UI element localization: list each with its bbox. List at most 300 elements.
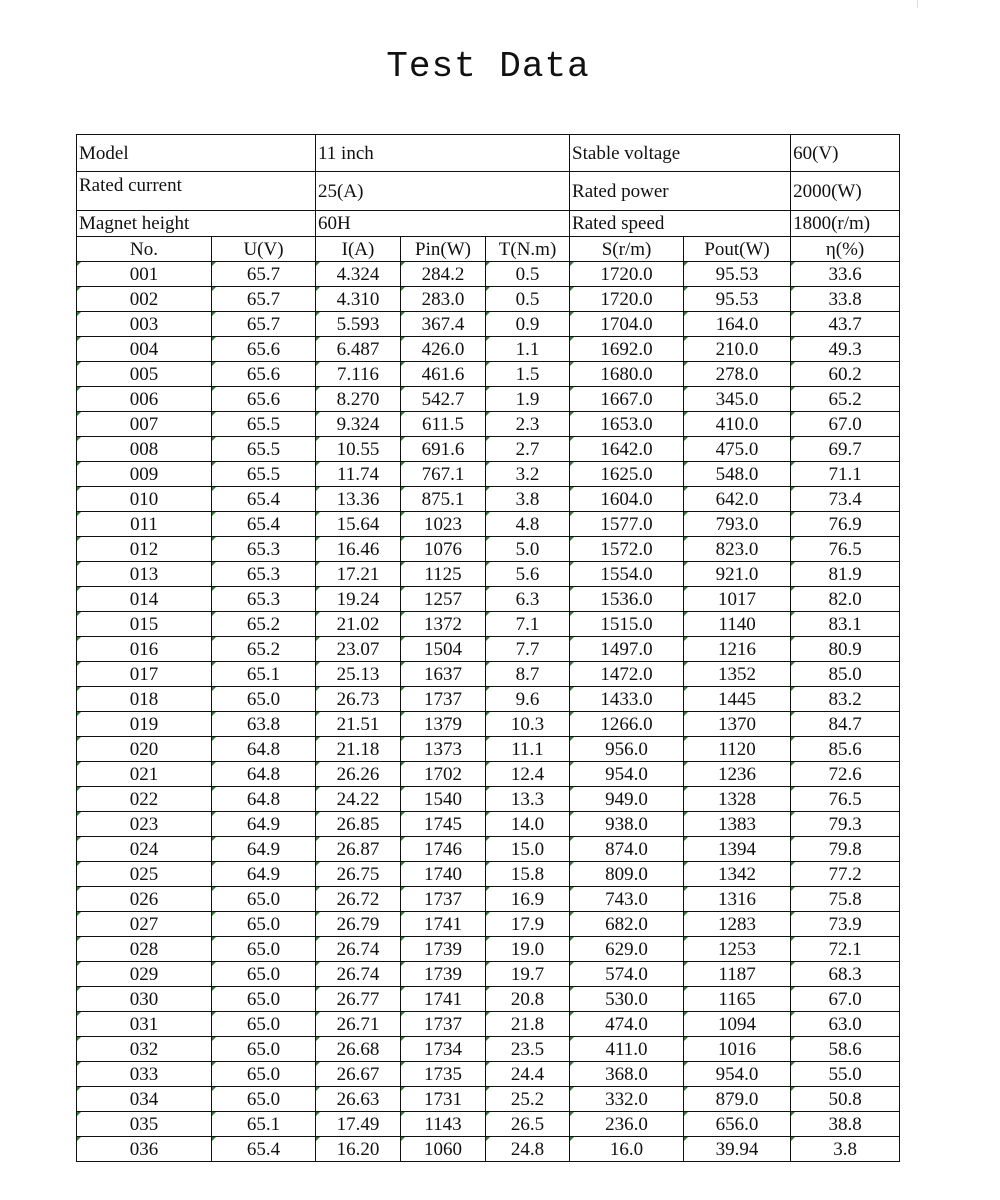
info-value: 11 inch: [316, 135, 570, 172]
table-row: [77, 1037, 900, 1062]
table-row: [77, 262, 900, 287]
table-row: [77, 362, 900, 387]
table-cell: 1379: [401, 712, 486, 737]
table-cell: 3.8: [486, 487, 570, 512]
table-cell: 1372: [401, 612, 486, 637]
table-cell: 17.21: [316, 562, 401, 587]
table-cell: 1739: [401, 937, 486, 962]
table-cell: 1017: [684, 587, 791, 612]
table-cell: 1125: [401, 562, 486, 587]
table-cell: 530.0: [570, 987, 684, 1012]
table-cell: 033: [77, 1062, 212, 1087]
table-cell: 1283: [684, 912, 791, 937]
table-cell: 031: [77, 1012, 212, 1037]
table-row: [77, 537, 900, 562]
table-cell: 24.8: [486, 1137, 570, 1162]
table-cell: 33.8: [791, 287, 900, 312]
table-cell: 25.13: [316, 662, 401, 687]
table-cell: 76.9: [791, 512, 900, 537]
table-cell: 656.0: [684, 1112, 791, 1137]
info-row-magnet-height: [77, 211, 900, 237]
page-title: Test Data: [386, 46, 590, 87]
table-row: [77, 1012, 900, 1037]
table-row: [77, 812, 900, 837]
table-cell: 65.6: [212, 337, 316, 362]
table-cell: 26.5: [486, 1112, 570, 1137]
table-cell: 767.1: [401, 462, 486, 487]
table-cell: 1094: [684, 1012, 791, 1037]
column-header: Pout(W): [684, 237, 791, 262]
table-cell: 003: [77, 312, 212, 337]
table-cell: 020: [77, 737, 212, 762]
table-cell: 95.53: [684, 262, 791, 287]
table-cell: 1720.0: [570, 287, 684, 312]
table-cell: 3.2: [486, 462, 570, 487]
table-cell: 65.5: [212, 462, 316, 487]
column-header: U(V): [212, 237, 316, 262]
column-header: T(N.m): [486, 237, 570, 262]
table-cell: 65.0: [212, 937, 316, 962]
table-cell: 26.87: [316, 837, 401, 862]
table-cell: 1637: [401, 662, 486, 687]
table-cell: 8.7: [486, 662, 570, 687]
table-cell: 60.2: [791, 362, 900, 387]
table-row: [77, 912, 900, 937]
table-cell: 19.7: [486, 962, 570, 987]
table-cell: 332.0: [570, 1087, 684, 1112]
table-cell: 71.1: [791, 462, 900, 487]
table-cell: 879.0: [684, 1087, 791, 1112]
table-cell: 85.6: [791, 737, 900, 762]
table-cell: 1625.0: [570, 462, 684, 487]
table-cell: 010: [77, 487, 212, 512]
table-cell: 65.6: [212, 387, 316, 412]
column-header: I(A): [316, 237, 401, 262]
table-cell: 028: [77, 937, 212, 962]
table-cell: 1653.0: [570, 412, 684, 437]
table-cell: 1060: [401, 1137, 486, 1162]
table-cell: 65.0: [212, 1087, 316, 1112]
table-cell: 12.4: [486, 762, 570, 787]
info-value: 2000(W): [791, 172, 900, 211]
table-cell: 23.5: [486, 1037, 570, 1062]
table-cell: 65.5: [212, 412, 316, 437]
table-cell: 1394: [684, 837, 791, 862]
table-row: [77, 312, 900, 337]
table-cell: 64.9: [212, 837, 316, 862]
table-cell: 956.0: [570, 737, 684, 762]
table-cell: 15.8: [486, 862, 570, 887]
table-cell: 017: [77, 662, 212, 687]
table-cell: 5.593: [316, 312, 401, 337]
table-row: [77, 987, 900, 1012]
info-label: Model: [77, 135, 316, 172]
table-cell: 1016: [684, 1037, 791, 1062]
table-cell: 64.8: [212, 762, 316, 787]
table-cell: 65.3: [212, 562, 316, 587]
info-label: Rated speed: [570, 211, 791, 237]
table-row: [77, 287, 900, 312]
table-cell: 67.0: [791, 412, 900, 437]
table-cell: 1737: [401, 887, 486, 912]
table-row: [77, 562, 900, 587]
table-cell: 1737: [401, 1012, 486, 1037]
column-header: η(%): [791, 237, 900, 262]
table-cell: 1236: [684, 762, 791, 787]
table-cell: 19.0: [486, 937, 570, 962]
table-cell: 283.0: [401, 287, 486, 312]
table-cell: 1739: [401, 962, 486, 987]
table-cell: 1642.0: [570, 437, 684, 462]
table-row: [77, 662, 900, 687]
table-cell: 26.75: [316, 862, 401, 887]
table-cell: 1745: [401, 812, 486, 837]
table-row: [77, 512, 900, 537]
column-header: Pin(W): [401, 237, 486, 262]
table-cell: 682.0: [570, 912, 684, 937]
table-row: [77, 862, 900, 887]
table-row: [77, 1062, 900, 1087]
table-cell: 809.0: [570, 862, 684, 887]
table-cell: 016: [77, 637, 212, 662]
table-cell: 030: [77, 987, 212, 1012]
table-cell: 1257: [401, 587, 486, 612]
info-value: 25(A): [316, 172, 570, 211]
table-cell: 1433.0: [570, 687, 684, 712]
table-cell: 65.4: [212, 512, 316, 537]
table-cell: 874.0: [570, 837, 684, 862]
table-cell: 574.0: [570, 962, 684, 987]
table-cell: 65.1: [212, 662, 316, 687]
table-cell: 26.26: [316, 762, 401, 787]
column-header: No.: [77, 237, 212, 262]
table-cell: 034: [77, 1087, 212, 1112]
table-cell: 1352: [684, 662, 791, 687]
table-row: [77, 1137, 900, 1162]
table-cell: 007: [77, 412, 212, 437]
table-cell: 1702: [401, 762, 486, 787]
table-cell: 77.2: [791, 862, 900, 887]
table-cell: 1731: [401, 1087, 486, 1112]
table-cell: 1704.0: [570, 312, 684, 337]
table-cell: 10.55: [316, 437, 401, 462]
table-cell: 036: [77, 1137, 212, 1162]
table-cell: 002: [77, 287, 212, 312]
table-cell: 5.0: [486, 537, 570, 562]
table-cell: 65.0: [212, 1037, 316, 1062]
table-cell: 032: [77, 1037, 212, 1062]
table-cell: 16.0: [570, 1137, 684, 1162]
table-cell: 0.5: [486, 262, 570, 287]
table-cell: 2.3: [486, 412, 570, 437]
table-cell: 1383: [684, 812, 791, 837]
table-cell: 1120: [684, 737, 791, 762]
table-cell: 15.0: [486, 837, 570, 862]
table-cell: 474.0: [570, 1012, 684, 1037]
table-cell: 008: [77, 437, 212, 462]
table-cell: 938.0: [570, 812, 684, 837]
table-cell: 21.02: [316, 612, 401, 637]
table-cell: 426.0: [401, 337, 486, 362]
table-cell: 65.5: [212, 437, 316, 462]
table-cell: 210.0: [684, 337, 791, 362]
table-cell: 1445: [684, 687, 791, 712]
table-row: [77, 337, 900, 362]
table-cell: 26.67: [316, 1062, 401, 1087]
table-cell: 014: [77, 587, 212, 612]
table-row: [77, 1087, 900, 1112]
table-row: [77, 487, 900, 512]
table-cell: 67.0: [791, 987, 900, 1012]
table-cell: 411.0: [570, 1037, 684, 1062]
table-cell: 39.94: [684, 1137, 791, 1162]
table-row: [77, 687, 900, 712]
table-cell: 278.0: [684, 362, 791, 387]
table-cell: 006: [77, 387, 212, 412]
table-cell: 55.0: [791, 1062, 900, 1087]
table-cell: 035: [77, 1112, 212, 1137]
table-cell: 3.8: [791, 1137, 900, 1162]
table-cell: 81.9: [791, 562, 900, 587]
table-cell: 1734: [401, 1037, 486, 1062]
info-label: Magnet height: [77, 211, 316, 237]
table-cell: 83.2: [791, 687, 900, 712]
table-cell: 1253: [684, 937, 791, 962]
table-cell: 26.72: [316, 887, 401, 912]
table-cell: 65.0: [212, 987, 316, 1012]
table-cell: 26.79: [316, 912, 401, 937]
table-cell: 954.0: [570, 762, 684, 787]
table-cell: 793.0: [684, 512, 791, 537]
table-cell: 367.4: [401, 312, 486, 337]
table-cell: 65.7: [212, 287, 316, 312]
table-cell: 64.9: [212, 812, 316, 837]
table-cell: 1504: [401, 637, 486, 662]
table-cell: 954.0: [684, 1062, 791, 1087]
table-row: [77, 712, 900, 737]
table-cell: 1328: [684, 787, 791, 812]
table-cell: 11.1: [486, 737, 570, 762]
table-cell: 13.3: [486, 787, 570, 812]
table-cell: 11.74: [316, 462, 401, 487]
table-row: [77, 437, 900, 462]
table-cell: 026: [77, 887, 212, 912]
table-cell: 26.63: [316, 1087, 401, 1112]
table-cell: 1373: [401, 737, 486, 762]
table-cell: 0.9: [486, 312, 570, 337]
table-cell: 26.73: [316, 687, 401, 712]
table-cell: 65.2: [791, 387, 900, 412]
table-cell: 16.46: [316, 537, 401, 562]
table-cell: 642.0: [684, 487, 791, 512]
info-row-model: [77, 135, 900, 172]
table-cell: 1143: [401, 1112, 486, 1137]
table-cell: 024: [77, 837, 212, 862]
table-row: [77, 587, 900, 612]
table-cell: 76.5: [791, 787, 900, 812]
table-cell: 1.9: [486, 387, 570, 412]
table-cell: 65.1: [212, 1112, 316, 1137]
table-cell: 65.7: [212, 262, 316, 287]
table-cell: 6.487: [316, 337, 401, 362]
table-cell: 20.8: [486, 987, 570, 1012]
table-row: [77, 837, 900, 862]
table-cell: 26.74: [316, 937, 401, 962]
table-cell: 005: [77, 362, 212, 387]
table-cell: 80.9: [791, 637, 900, 662]
table-cell: 10.3: [486, 712, 570, 737]
table-cell: 83.1: [791, 612, 900, 637]
table-cell: 691.6: [401, 437, 486, 462]
table-row: [77, 412, 900, 437]
table-cell: 13.36: [316, 487, 401, 512]
table-cell: 65.4: [212, 1137, 316, 1162]
table-cell: 25.2: [486, 1087, 570, 1112]
table-cell: 33.6: [791, 262, 900, 287]
table-cell: 38.8: [791, 1112, 900, 1137]
table-cell: 21.18: [316, 737, 401, 762]
table-cell: 1.5: [486, 362, 570, 387]
table-cell: 1497.0: [570, 637, 684, 662]
info-value: 1800(r/m): [791, 211, 900, 237]
table-cell: 68.3: [791, 962, 900, 987]
table-cell: 8.270: [316, 387, 401, 412]
table-cell: 1540: [401, 787, 486, 812]
table-cell: 029: [77, 962, 212, 987]
table-cell: 1370: [684, 712, 791, 737]
table-cell: 542.7: [401, 387, 486, 412]
table-cell: 1140: [684, 612, 791, 637]
table-cell: 73.4: [791, 487, 900, 512]
table-row: [77, 762, 900, 787]
table-cell: 26.68: [316, 1037, 401, 1062]
table-cell: 15.64: [316, 512, 401, 537]
table-cell: 1577.0: [570, 512, 684, 537]
table-cell: 7.116: [316, 362, 401, 387]
table-cell: 1266.0: [570, 712, 684, 737]
table-cell: 21.51: [316, 712, 401, 737]
table-cell: 21.8: [486, 1012, 570, 1037]
table-cell: 65.6: [212, 362, 316, 387]
table-row: [77, 462, 900, 487]
table-cell: 65.0: [212, 687, 316, 712]
table-cell: 1720.0: [570, 262, 684, 287]
table-cell: 015: [77, 612, 212, 637]
table-cell: 24.4: [486, 1062, 570, 1087]
table-cell: 79.3: [791, 812, 900, 837]
table-row: [77, 1112, 900, 1137]
table-cell: 65.0: [212, 962, 316, 987]
table-cell: 43.7: [791, 312, 900, 337]
table-cell: 011: [77, 512, 212, 537]
table-cell: 7.7: [486, 637, 570, 662]
table-cell: 19.24: [316, 587, 401, 612]
table-cell: 461.6: [401, 362, 486, 387]
table-cell: 65.4: [212, 487, 316, 512]
table-cell: 023: [77, 812, 212, 837]
table-cell: 65.7: [212, 312, 316, 337]
table-row: [77, 737, 900, 762]
table-cell: 17.9: [486, 912, 570, 937]
table-cell: 410.0: [684, 412, 791, 437]
table-cell: 9.324: [316, 412, 401, 437]
table-cell: 65.2: [212, 637, 316, 662]
table-row: [77, 637, 900, 662]
table-cell: 027: [77, 912, 212, 937]
table-cell: 1472.0: [570, 662, 684, 687]
table-cell: 013: [77, 562, 212, 587]
table-cell: 69.7: [791, 437, 900, 462]
table-cell: 1.1: [486, 337, 570, 362]
table-row: [77, 887, 900, 912]
table-cell: 1680.0: [570, 362, 684, 387]
table-cell: 4.8: [486, 512, 570, 537]
table-cell: 1735: [401, 1062, 486, 1087]
table-cell: 16.20: [316, 1137, 401, 1162]
table-cell: 4.310: [316, 287, 401, 312]
table-cell: 72.1: [791, 937, 900, 962]
table-cell: 9.6: [486, 687, 570, 712]
page-edge-mark: [917, 0, 918, 8]
table-cell: 5.6: [486, 562, 570, 587]
table-cell: 49.3: [791, 337, 900, 362]
table-cell: 1316: [684, 887, 791, 912]
info-label: Stable voltage: [570, 135, 791, 172]
table-cell: 73.9: [791, 912, 900, 937]
table-cell: 823.0: [684, 537, 791, 562]
table-cell: 26.85: [316, 812, 401, 837]
table-cell: 022: [77, 787, 212, 812]
table-cell: 743.0: [570, 887, 684, 912]
table-cell: 26.74: [316, 962, 401, 987]
table-cell: 1076: [401, 537, 486, 562]
table-cell: 75.8: [791, 887, 900, 912]
table-cell: 84.7: [791, 712, 900, 737]
table-cell: 1216: [684, 637, 791, 662]
table-cell: 23.07: [316, 637, 401, 662]
info-value: 60H: [316, 211, 570, 237]
table-cell: 1667.0: [570, 387, 684, 412]
table-cell: 65.0: [212, 1012, 316, 1037]
table-cell: 875.1: [401, 487, 486, 512]
table-cell: 82.0: [791, 587, 900, 612]
table-cell: 26.71: [316, 1012, 401, 1037]
table-cell: 64.8: [212, 787, 316, 812]
table-cell: 17.49: [316, 1112, 401, 1137]
table-cell: 1187: [684, 962, 791, 987]
table-cell: 7.1: [486, 612, 570, 637]
table-cell: 021: [77, 762, 212, 787]
info-label: Rated current: [77, 172, 316, 211]
table-cell: 72.6: [791, 762, 900, 787]
table-cell: 025: [77, 862, 212, 887]
table-row: [77, 612, 900, 637]
table-cell: 629.0: [570, 937, 684, 962]
table-cell: 1746: [401, 837, 486, 862]
table-cell: 1692.0: [570, 337, 684, 362]
table-cell: 65.3: [212, 587, 316, 612]
table-cell: 14.0: [486, 812, 570, 837]
table-cell: 018: [77, 687, 212, 712]
table-row: [77, 962, 900, 987]
table-cell: 1741: [401, 987, 486, 1012]
table-cell: 64.9: [212, 862, 316, 887]
table-cell: 019: [77, 712, 212, 737]
table-cell: 1737: [401, 687, 486, 712]
column-header-row: [77, 237, 900, 262]
table-cell: 1741: [401, 912, 486, 937]
table-cell: 95.53: [684, 287, 791, 312]
